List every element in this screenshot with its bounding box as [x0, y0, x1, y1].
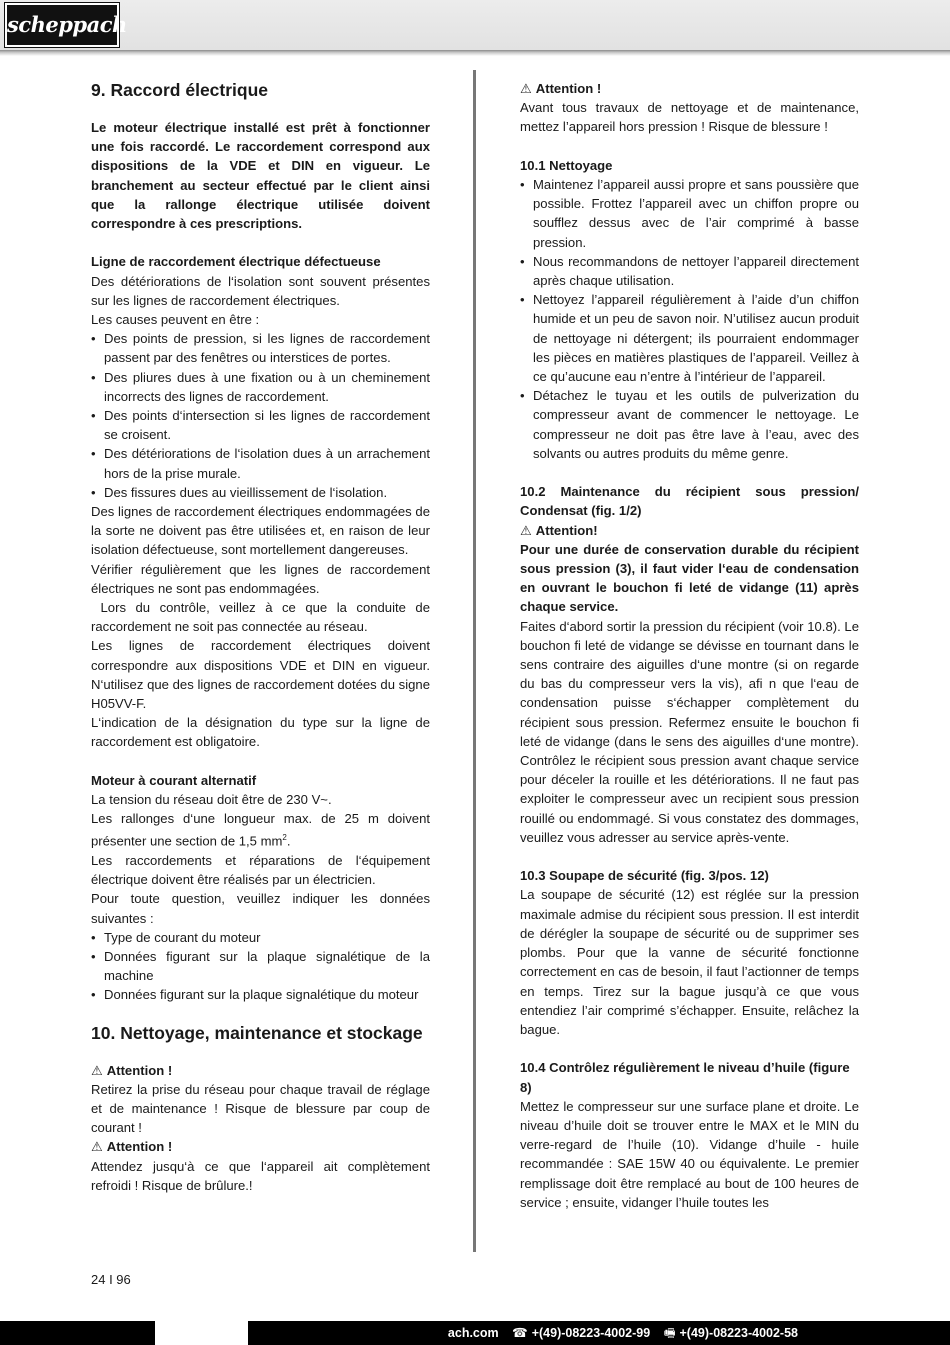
safety-valve-text: La soupape de sécurité (12) est réglée sur la pression maximale admise du récipient sous pression. Il est interdit de dérégler la soupape de sécurité ou de supprimer ses plombs. Pour que la vanne de sécurité fonctionne correctement en cas de besoin, il faut l’actionner de temps en temps. Tirez sur la bague jusqu’à ce que vous entendiez l’air comprimé s’échapper. Ensuite, relâchez la bague.	[520, 887, 859, 1037]
warning-label	[520, 79, 859, 98]
condensate-text: Faites d‘abord sortir la pression du récipient (voir 10.8). Le bouchon fi leté de vidange se dévisse en tournant dans le sens contraire des aiguilles d‘une montre (si on regarde du bas du compresseur vers la vis), afi n que l‘eau de condensation puisse s‘échapper complètement du récipient sous pression. Refermez ensuite le bouchon fi leté de vidange (dans le sens des aiguilles d‘une montre). Contrôlez le récipient sous pression avant chaque service pour déceler la rouille et les détériorations. Il ne faut pas exploiter le compresseur avec un recipient sous pression rouillé ou endommagé. Si vous constatez des dommages, veuillez vous adresser au service après-vente.	[520, 618, 859, 845]
left-column	[91, 79, 434, 1195]
warning-label	[520, 521, 859, 540]
list-item: • Données figurant sur la plaque signalétique du moteur	[91, 985, 430, 1004]
defect-paragraph: Des détériorations de l‘isolation sont souvent présentes sur les lignes de raccordement électriques.	[91, 273, 430, 308]
defect-paragraph: Lors du contrôle, veillez à ce que la conduite de raccordement ne soit pas connectée au réseau.	[91, 600, 434, 635]
section-9-intro: Le moteur électrique installé est prêt à fonctionner une fois raccordé. Le raccordement correspond aux dispositions de la VDE et DIN en vigueur. Le branchement au secteur effectué par le client ainsi que la rallonge électrique utilisée doivent correspondre à ces prescriptions.	[91, 120, 430, 232]
defect-paragraph: Vérifier régulièrement que les lignes de raccordement électriques ne sont pas endommagées.	[91, 561, 430, 596]
ac-text: Les rallonges d‘une longueur max. de 25 m doivent présenter une section de 1,5 mm	[91, 811, 430, 849]
ac-text: .	[286, 833, 291, 849]
list-item: • Des points d‘intersection si les lignes de raccordement se croisent.	[91, 406, 430, 444]
ac-paragraph: Les raccordements et réparations de l‘équipement électrique doivent être réalisés par un électricien.	[91, 853, 430, 888]
warning-label-text: Attention !	[535, 81, 602, 96]
website-link[interactable]: ach.com	[447, 1326, 499, 1340]
header-shadow	[0, 50, 950, 56]
list-item: • Données figurant sur la plaque signalétique de la machine	[91, 947, 430, 985]
fax-icon: 🖷	[663, 1326, 676, 1340]
ac-paragraph: Pour toute question, veuillez indiquer les données suivantes :	[91, 891, 430, 926]
defect-paragraph: Les causes peuvent en être :	[91, 312, 260, 328]
list-item: • Des fissures dues au vieillissement de l‘isolation.	[91, 483, 430, 502]
warning-icon: ⚠	[520, 522, 532, 538]
section-10-title: 10. Nettoyage, maintenance et stockage	[91, 1022, 423, 1043]
defect-paragraph: L‘indication de la désignation du type sur la ligne de raccordement est obligatoire.	[91, 715, 430, 750]
section-10-1-heading: 10.1 Nettoyage	[520, 157, 613, 173]
section-10-4-heading: 10.4 Contrôlez régulièrement le niveau d’huile (figure 8)	[520, 1060, 850, 1095]
list-item: • Type de courant du moteur	[91, 928, 430, 947]
section-9-title: 9. Raccord électrique	[91, 80, 269, 100]
list-item: • Détachez le tuyau et les outils de pulverization du compresseur avant de commencer le nettoyage. Le compresseur ne doit pas être lave à l’eau, avec des solvants ou autres produits du même genre.	[520, 386, 859, 463]
defect-heading: Ligne de raccordement électrique défectueuse	[91, 254, 381, 270]
right-column	[520, 79, 859, 1212]
warning-label-text: Attention !	[106, 1062, 173, 1078]
list-item: • Nettoyez l’appareil régulièrement à l’aide d’un chiffon humide et un peu de savon noir. N’utilisez aucun produit de nettoyage ni détergent; ils pourraient endommager les pièces en matières plastiques de l’appareil. Veillez à ce qu’aucune eau n’entre à l’intérieur de l’appareil.	[520, 290, 859, 386]
ac-paragraph	[91, 809, 430, 851]
defect-paragraph: Les lignes de raccordement électriques doivent correspondre aux dispositions VDE et DIN en vigueur. N‘utilisez que des lignes de raccordement dotées du signe H05VV-F.	[91, 638, 430, 712]
warning-icon: ⚠	[520, 81, 532, 96]
list-item: • Des points de pression, si les lignes de raccordement passent par des fenêtres ou interstices de portes.	[91, 329, 430, 367]
warning-label-text: Attention!	[535, 522, 598, 538]
oil-level-text: Mettez le compresseur sur une surface plane et droite. Le niveau d’huile doit se trouver entre le MAX et le MIN du verre-regard de l’huile (10). Vidange d’huile - huile recommandée : SAE 15W 40 ou équivalente. Le premier remplissage doit être remplacé au bout de 100 heures de service ; ensuite, vidanger l’huile toutes les	[520, 1098, 859, 1210]
phone-icon: ☎	[512, 1326, 528, 1340]
warning-label	[91, 1061, 430, 1080]
footer-contact	[448, 1321, 798, 1345]
warning-icon: ⚠	[91, 1139, 103, 1155]
warning-text: Retirez la prise du réseau pour chaque travail de réglage et de maintenance ! Risque de blessure par coup de courant !	[91, 1081, 430, 1136]
footer-gap	[155, 1321, 248, 1345]
warning-label	[91, 1137, 430, 1156]
scheppach-logo: scheppach	[5, 3, 119, 47]
list-item: • Des pliures dues à une fixation ou à un cheminement incorrects des lignes de raccordement.	[91, 368, 430, 406]
condensate-instruction: Pour une durée de conservation durable du récipient sous pression (3), il faut vider l‘eau de condensation en ouvrant le bouchon fi leté de vidange (11) après chaque service.	[520, 541, 859, 615]
defect-paragraph: Des lignes de raccordement électriques endommagées de la sorte ne doivent pas être utilisées et, en raison de leur isolation défectueuse, sont mortellement dangereuses.	[91, 504, 430, 558]
warning-text: Attendez jusqu‘à ce que l‘appareil ait complètement refroidi ! Risque de brûlure.!	[91, 1158, 430, 1193]
superscript: 2	[282, 833, 287, 843]
page-number: 24 I 96	[91, 1272, 131, 1287]
warning-icon: ⚠	[91, 1062, 103, 1078]
phone-number: +(49)-08223-4002-99	[531, 1326, 651, 1340]
column-divider	[473, 70, 476, 1252]
header-bar	[0, 0, 950, 50]
list-item: • Nous recommandons de nettoyer l’appareil directement après chaque utilisation.	[520, 252, 859, 290]
section-10-2-heading: 10.2 Maintenance du récipient sous pression/ Condensat (fig. 1/2)	[520, 484, 859, 519]
cleaning-list	[520, 175, 859, 463]
ac-paragraph: La tension du réseau doit être de 230 V~.	[91, 792, 332, 808]
causes-list	[91, 329, 430, 502]
warning-text: Avant tous travaux de nettoyage et de maintenance, mettez l’appareil hors pression ! Risque de blessure !	[520, 100, 859, 135]
list-item: • Maintenez l’appareil aussi propre et sans poussière que possible. Frottez l’appareil avec un chiffon propre ou soufflez dessus avec de l’air comprimé à basse pression.	[520, 175, 859, 252]
ac-motor-heading: Moteur à courant alternatif	[91, 772, 257, 788]
section-10-3-heading: 10.3 Soupape de sécurité (fig. 3/pos. 12)	[520, 868, 769, 884]
ac-data-list	[91, 928, 430, 1005]
warning-label-text: Attention !	[106, 1139, 173, 1155]
list-item: • Des détériorations de l‘isolation dues à un arrachement hors de la prise murale.	[91, 444, 430, 482]
fax-number: +(49)-08223-4002-58	[679, 1326, 798, 1340]
